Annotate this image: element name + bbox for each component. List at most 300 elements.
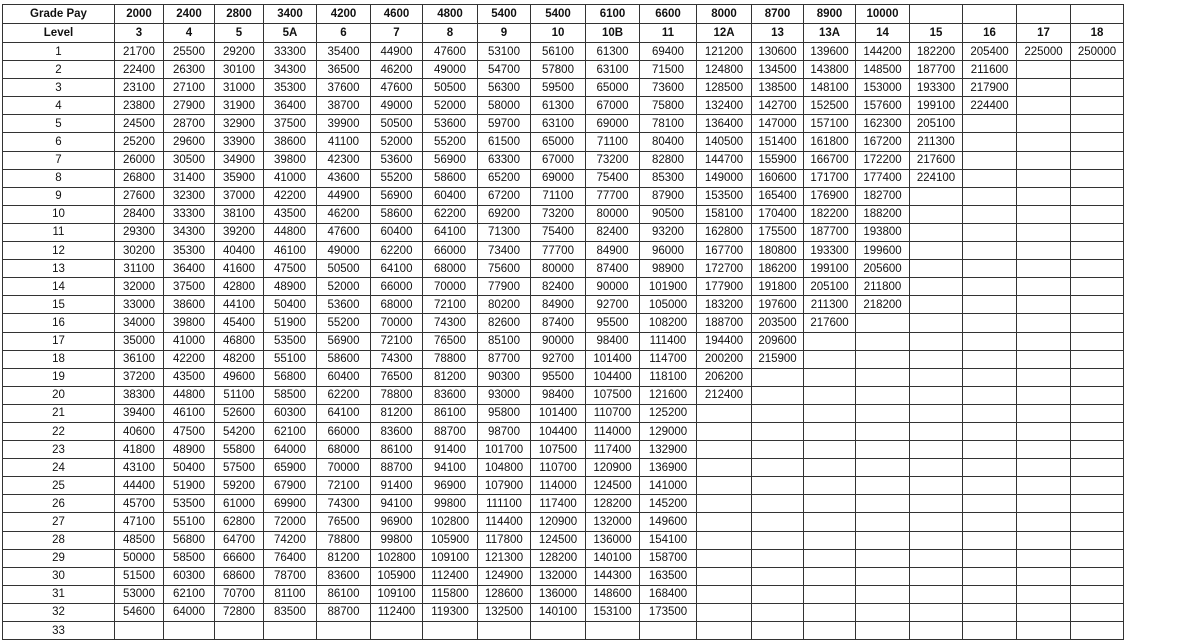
pay-cell: 43500 (264, 205, 317, 223)
pay-cell: 62100 (264, 422, 317, 440)
pay-cell: 141000 (640, 477, 697, 495)
pay-cell: 197600 (752, 296, 804, 314)
pay-cell (963, 242, 1017, 260)
pay-cell: 153000 (856, 79, 910, 97)
level-header-cell: 6 (317, 24, 371, 43)
pay-cell: 55800 (215, 441, 264, 459)
pay-cell: 96000 (640, 242, 697, 260)
level-header-cell: 15 (910, 24, 963, 43)
pay-cell: 62200 (371, 242, 423, 260)
pay-cell: 225000 (1017, 43, 1071, 61)
pay-cell (963, 386, 1017, 404)
index-cell: 26 (3, 495, 115, 513)
pay-cell: 42300 (317, 151, 371, 169)
pay-cell: 90000 (531, 332, 586, 350)
pay-cell (752, 495, 804, 513)
pay-cell (752, 404, 804, 422)
pay-cell: 78100 (640, 115, 697, 133)
pay-cell: 76500 (371, 368, 423, 386)
pay-cell: 101900 (640, 278, 697, 296)
pay-cell: 68000 (371, 296, 423, 314)
pay-cell: 52000 (371, 133, 423, 151)
pay-cell (1017, 296, 1071, 314)
pay-cell: 64100 (371, 260, 423, 278)
pay-cell: 31400 (164, 169, 215, 187)
pay-cell (963, 513, 1017, 531)
pay-cell (910, 567, 963, 585)
pay-cell: 83600 (317, 567, 371, 585)
pay-cell: 125200 (640, 404, 697, 422)
pay-cell: 87400 (531, 314, 586, 332)
index-cell: 17 (3, 332, 115, 350)
pay-cell: 52600 (215, 404, 264, 422)
pay-cell: 95500 (531, 368, 586, 386)
pay-cell: 182700 (856, 187, 910, 205)
pay-cell: 140100 (586, 549, 640, 567)
pay-cell (963, 187, 1017, 205)
pay-cell: 33300 (164, 205, 215, 223)
pay-cell (1071, 223, 1124, 241)
pay-cell: 114400 (478, 513, 531, 531)
pay-cell (963, 531, 1017, 549)
pay-cell: 217600 (910, 151, 963, 169)
pay-cell (1071, 368, 1124, 386)
pay-cell: 170400 (752, 205, 804, 223)
pay-cell: 70000 (423, 278, 478, 296)
pay-cell: 35900 (215, 169, 264, 187)
pay-cell: 109100 (423, 549, 478, 567)
pay-cell (804, 477, 856, 495)
pay-cell (963, 495, 1017, 513)
pay-cell (963, 549, 1017, 567)
pay-cell: 205100 (804, 278, 856, 296)
pay-cell: 203500 (752, 314, 804, 332)
pay-cell: 143800 (804, 61, 856, 79)
pay-cell: 86100 (371, 441, 423, 459)
pay-cell (804, 459, 856, 477)
pay-cell (804, 404, 856, 422)
pay-cell: 60300 (164, 567, 215, 585)
pay-cell: 34000 (115, 314, 164, 332)
pay-index-row (3, 386, 1124, 404)
pay-cell: 206200 (697, 368, 752, 386)
pay-cell: 32300 (164, 187, 215, 205)
pay-cell: 194400 (697, 332, 752, 350)
pay-cell: 180800 (752, 242, 804, 260)
pay-cell (910, 441, 963, 459)
pay-cell: 104400 (531, 422, 586, 440)
pay-index-row (3, 368, 1124, 386)
pay-cell (963, 368, 1017, 386)
pay-cell: 35300 (164, 242, 215, 260)
pay-index-row (3, 513, 1124, 531)
pay-index-row (3, 622, 1124, 640)
pay-cell: 86100 (423, 404, 478, 422)
pay-cell: 80200 (478, 296, 531, 314)
pay-cell (752, 477, 804, 495)
pay-cell: 41600 (215, 260, 264, 278)
index-cell: 23 (3, 441, 115, 459)
pay-cell (1017, 187, 1071, 205)
pay-cell (804, 495, 856, 513)
pay-cell (1071, 603, 1124, 621)
index-cell: 33 (3, 622, 115, 640)
pay-cell (910, 422, 963, 440)
pay-cell: 38600 (264, 133, 317, 151)
level-header-cell: 10B (586, 24, 640, 43)
pay-cell: 30100 (215, 61, 264, 79)
pay-cell: 140500 (697, 133, 752, 151)
pay-cell: 104400 (586, 368, 640, 386)
pay-cell: 105900 (423, 531, 478, 549)
pay-cell (910, 477, 963, 495)
pay-cell (910, 386, 963, 404)
pay-cell (910, 513, 963, 531)
pay-cell (963, 332, 1017, 350)
pay-cell: 128200 (531, 549, 586, 567)
pay-cell: 136400 (697, 115, 752, 133)
pay-cell: 61300 (531, 97, 586, 115)
pay-cell: 87700 (478, 350, 531, 368)
index-cell: 16 (3, 314, 115, 332)
pay-cell: 46200 (371, 61, 423, 79)
pay-cell: 91400 (371, 477, 423, 495)
pay-cell: 78700 (264, 567, 317, 585)
pay-cell: 212400 (697, 386, 752, 404)
pay-cell (1017, 350, 1071, 368)
pay-cell: 209600 (752, 332, 804, 350)
pay-cell: 149600 (640, 513, 697, 531)
pay-cell: 80400 (640, 133, 697, 151)
pay-cell: 88700 (423, 422, 478, 440)
pay-cell: 91400 (423, 441, 478, 459)
pay-cell: 67900 (264, 477, 317, 495)
pay-cell: 90500 (640, 205, 697, 223)
grade-pay-cell: 4800 (423, 5, 478, 24)
level-label: Level (3, 24, 115, 43)
pay-cell (804, 549, 856, 567)
pay-cell: 55200 (317, 314, 371, 332)
pay-cell: 136000 (586, 531, 640, 549)
pay-cell: 186200 (752, 260, 804, 278)
pay-cell: 94100 (371, 495, 423, 513)
pay-cell (963, 350, 1017, 368)
pay-cell: 176900 (804, 187, 856, 205)
pay-cell: 53500 (264, 332, 317, 350)
index-cell: 29 (3, 549, 115, 567)
pay-cell: 107500 (531, 441, 586, 459)
pay-cell: 35300 (264, 79, 317, 97)
pay-cell (371, 622, 423, 640)
pay-cell (856, 422, 910, 440)
pay-cell: 38700 (317, 97, 371, 115)
pay-cell: 23800 (115, 97, 164, 115)
pay-cell: 160600 (752, 169, 804, 187)
index-cell: 28 (3, 531, 115, 549)
pay-cell: 70000 (317, 459, 371, 477)
pay-cell (1071, 332, 1124, 350)
pay-cell: 53600 (317, 296, 371, 314)
pay-cell (1017, 79, 1071, 97)
pay-cell: 80000 (531, 260, 586, 278)
pay-cell: 173500 (640, 603, 697, 621)
pay-cell (856, 441, 910, 459)
index-cell: 14 (3, 278, 115, 296)
pay-cell: 68000 (317, 441, 371, 459)
pay-cell: 107500 (586, 386, 640, 404)
pay-cell: 87900 (640, 187, 697, 205)
grade-pay-cell: 5400 (531, 5, 586, 24)
pay-cell: 30200 (115, 242, 164, 260)
pay-cell: 50500 (423, 79, 478, 97)
pay-cell: 31900 (215, 97, 264, 115)
pay-cell: 111100 (478, 495, 531, 513)
pay-cell: 60400 (371, 223, 423, 241)
grade-pay-cell (1071, 5, 1124, 24)
pay-cell (856, 386, 910, 404)
pay-cell: 61300 (586, 43, 640, 61)
pay-cell: 28700 (164, 115, 215, 133)
grade-pay-cell: 8700 (752, 5, 804, 24)
pay-cell: 187700 (910, 61, 963, 79)
pay-cell: 149000 (697, 169, 752, 187)
pay-cell: 124500 (586, 477, 640, 495)
index-cell: 12 (3, 242, 115, 260)
pay-cell: 53100 (478, 43, 531, 61)
pay-cell: 177900 (697, 278, 752, 296)
pay-cell: 39400 (115, 404, 164, 422)
pay-cell (1071, 350, 1124, 368)
pay-cell (804, 386, 856, 404)
pay-index-row (3, 242, 1124, 260)
pay-cell: 67200 (478, 187, 531, 205)
grade-pay-cell: 3400 (264, 5, 317, 24)
pay-cell: 76400 (264, 549, 317, 567)
pay-cell: 117800 (478, 531, 531, 549)
pay-cell (1017, 314, 1071, 332)
pay-cell: 47600 (317, 223, 371, 241)
pay-cell (1017, 278, 1071, 296)
pay-cell: 152500 (804, 97, 856, 115)
pay-cell (1017, 459, 1071, 477)
pay-cell (1071, 459, 1124, 477)
grade-pay-cell (1017, 5, 1071, 24)
pay-cell (910, 350, 963, 368)
pay-index-row (3, 79, 1124, 97)
pay-cell: 128200 (586, 495, 640, 513)
pay-cell: 84900 (531, 296, 586, 314)
pay-cell: 88700 (371, 459, 423, 477)
pay-cell: 66000 (371, 278, 423, 296)
pay-cell: 88700 (317, 603, 371, 621)
pay-cell: 105900 (371, 567, 423, 585)
pay-cell: 162800 (697, 223, 752, 241)
pay-cell (856, 404, 910, 422)
pay-cell: 165400 (752, 187, 804, 205)
pay-cell: 119300 (423, 603, 478, 621)
pay-cell: 41000 (264, 169, 317, 187)
pay-cell: 51900 (164, 477, 215, 495)
pay-cell (697, 495, 752, 513)
pay-cell (963, 278, 1017, 296)
pay-cell: 183200 (697, 296, 752, 314)
pay-cell: 39900 (317, 115, 371, 133)
pay-cell: 153100 (586, 603, 640, 621)
pay-cell: 50400 (164, 459, 215, 477)
pay-cell (697, 477, 752, 495)
pay-cell: 69900 (264, 495, 317, 513)
pay-cell: 35000 (115, 332, 164, 350)
pay-cell: 22400 (115, 61, 164, 79)
index-cell: 11 (3, 223, 115, 241)
pay-cell (856, 549, 910, 567)
pay-cell: 44900 (317, 187, 371, 205)
pay-cell: 51100 (215, 386, 264, 404)
pay-cell: 132500 (478, 603, 531, 621)
pay-index-row (3, 151, 1124, 169)
pay-cell (531, 622, 586, 640)
pay-index-row (3, 404, 1124, 422)
pay-cell (910, 603, 963, 621)
pay-cell (697, 585, 752, 603)
pay-cell: 158100 (697, 205, 752, 223)
pay-cell: 110700 (531, 459, 586, 477)
pay-cell (804, 531, 856, 549)
level-header-cell: 5A (264, 24, 317, 43)
pay-cell: 82800 (640, 151, 697, 169)
pay-cell: 86100 (317, 585, 371, 603)
grade-pay-cell: 4600 (371, 5, 423, 24)
pay-cell (1017, 242, 1071, 260)
pay-cell: 132000 (531, 567, 586, 585)
pay-cell (1017, 169, 1071, 187)
pay-cell: 36500 (317, 61, 371, 79)
pay-cell (804, 368, 856, 386)
pay-cell (1071, 477, 1124, 495)
grade-pay-cell: 2000 (115, 5, 164, 24)
pay-cell (910, 242, 963, 260)
pay-cell: 112400 (423, 567, 478, 585)
pay-cell (963, 585, 1017, 603)
pay-cell: 53600 (423, 115, 478, 133)
pay-cell: 99800 (371, 531, 423, 549)
pay-cell: 83600 (423, 386, 478, 404)
pay-cell: 77900 (478, 278, 531, 296)
pay-cell: 50500 (317, 260, 371, 278)
pay-cell (752, 459, 804, 477)
level-header-cell: 9 (478, 24, 531, 43)
pay-cell: 65900 (264, 459, 317, 477)
pay-cell (1017, 332, 1071, 350)
pay-cell: 46100 (264, 242, 317, 260)
pay-cell: 101400 (531, 404, 586, 422)
pay-index-row (3, 169, 1124, 187)
pay-cell: 171700 (804, 169, 856, 187)
pay-cell: 98400 (531, 386, 586, 404)
pay-cell (856, 477, 910, 495)
pay-cell: 36100 (115, 350, 164, 368)
pay-index-row (3, 223, 1124, 241)
level-header-cell: 16 (963, 24, 1017, 43)
pay-cell: 96900 (371, 513, 423, 531)
pay-index-row (3, 205, 1124, 223)
pay-cell: 70000 (371, 314, 423, 332)
pay-cell: 72100 (371, 332, 423, 350)
pay-index-row (3, 133, 1124, 151)
pay-cell: 42200 (164, 350, 215, 368)
pay-cell (910, 260, 963, 278)
pay-cell (1017, 205, 1071, 223)
pay-cell (804, 603, 856, 621)
pay-cell: 46100 (164, 404, 215, 422)
pay-cell: 38600 (164, 296, 215, 314)
pay-cell: 163500 (640, 567, 697, 585)
pay-cell: 132000 (586, 513, 640, 531)
pay-cell (963, 567, 1017, 585)
pay-cell: 59200 (215, 477, 264, 495)
pay-cell: 62800 (215, 513, 264, 531)
pay-cell: 65000 (531, 133, 586, 151)
pay-cell: 58600 (423, 169, 478, 187)
pay-cell (910, 459, 963, 477)
level-header-cell: 12A (697, 24, 752, 43)
pay-cell (752, 368, 804, 386)
index-cell: 15 (3, 296, 115, 314)
pay-cell: 92700 (531, 350, 586, 368)
pay-cell (910, 404, 963, 422)
pay-cell: 31000 (215, 79, 264, 97)
pay-cell: 29200 (215, 43, 264, 61)
pay-cell (317, 622, 371, 640)
pay-cell: 175500 (752, 223, 804, 241)
pay-cell (1071, 531, 1124, 549)
pay-cell: 73200 (531, 205, 586, 223)
index-cell: 19 (3, 368, 115, 386)
pay-cell (1017, 115, 1071, 133)
pay-cell: 124500 (531, 531, 586, 549)
pay-cell (1071, 495, 1124, 513)
pay-cell: 124900 (478, 567, 531, 585)
level-header-cell: 8 (423, 24, 478, 43)
pay-cell: 102800 (371, 549, 423, 567)
pay-cell: 39200 (215, 223, 264, 241)
pay-cell: 40600 (115, 422, 164, 440)
pay-cell: 65000 (586, 79, 640, 97)
pay-cell: 172200 (856, 151, 910, 169)
pay-cell (697, 513, 752, 531)
pay-cell: 27600 (115, 187, 164, 205)
pay-cell: 75400 (586, 169, 640, 187)
pay-cell: 66000 (423, 242, 478, 260)
pay-cell: 114000 (531, 477, 586, 495)
pay-cell: 68600 (215, 567, 264, 585)
index-cell: 7 (3, 151, 115, 169)
pay-index-row (3, 441, 1124, 459)
pay-cell (264, 622, 317, 640)
index-cell: 30 (3, 567, 115, 585)
pay-cell (963, 603, 1017, 621)
pay-cell (1071, 404, 1124, 422)
pay-cell: 188700 (697, 314, 752, 332)
pay-cell: 75600 (478, 260, 531, 278)
pay-cell: 45700 (115, 495, 164, 513)
pay-cell: 199600 (856, 242, 910, 260)
grade-pay-cell (910, 5, 963, 24)
pay-cell (856, 603, 910, 621)
pay-cell: 117400 (586, 441, 640, 459)
index-cell: 22 (3, 422, 115, 440)
pay-cell: 105000 (640, 296, 697, 314)
